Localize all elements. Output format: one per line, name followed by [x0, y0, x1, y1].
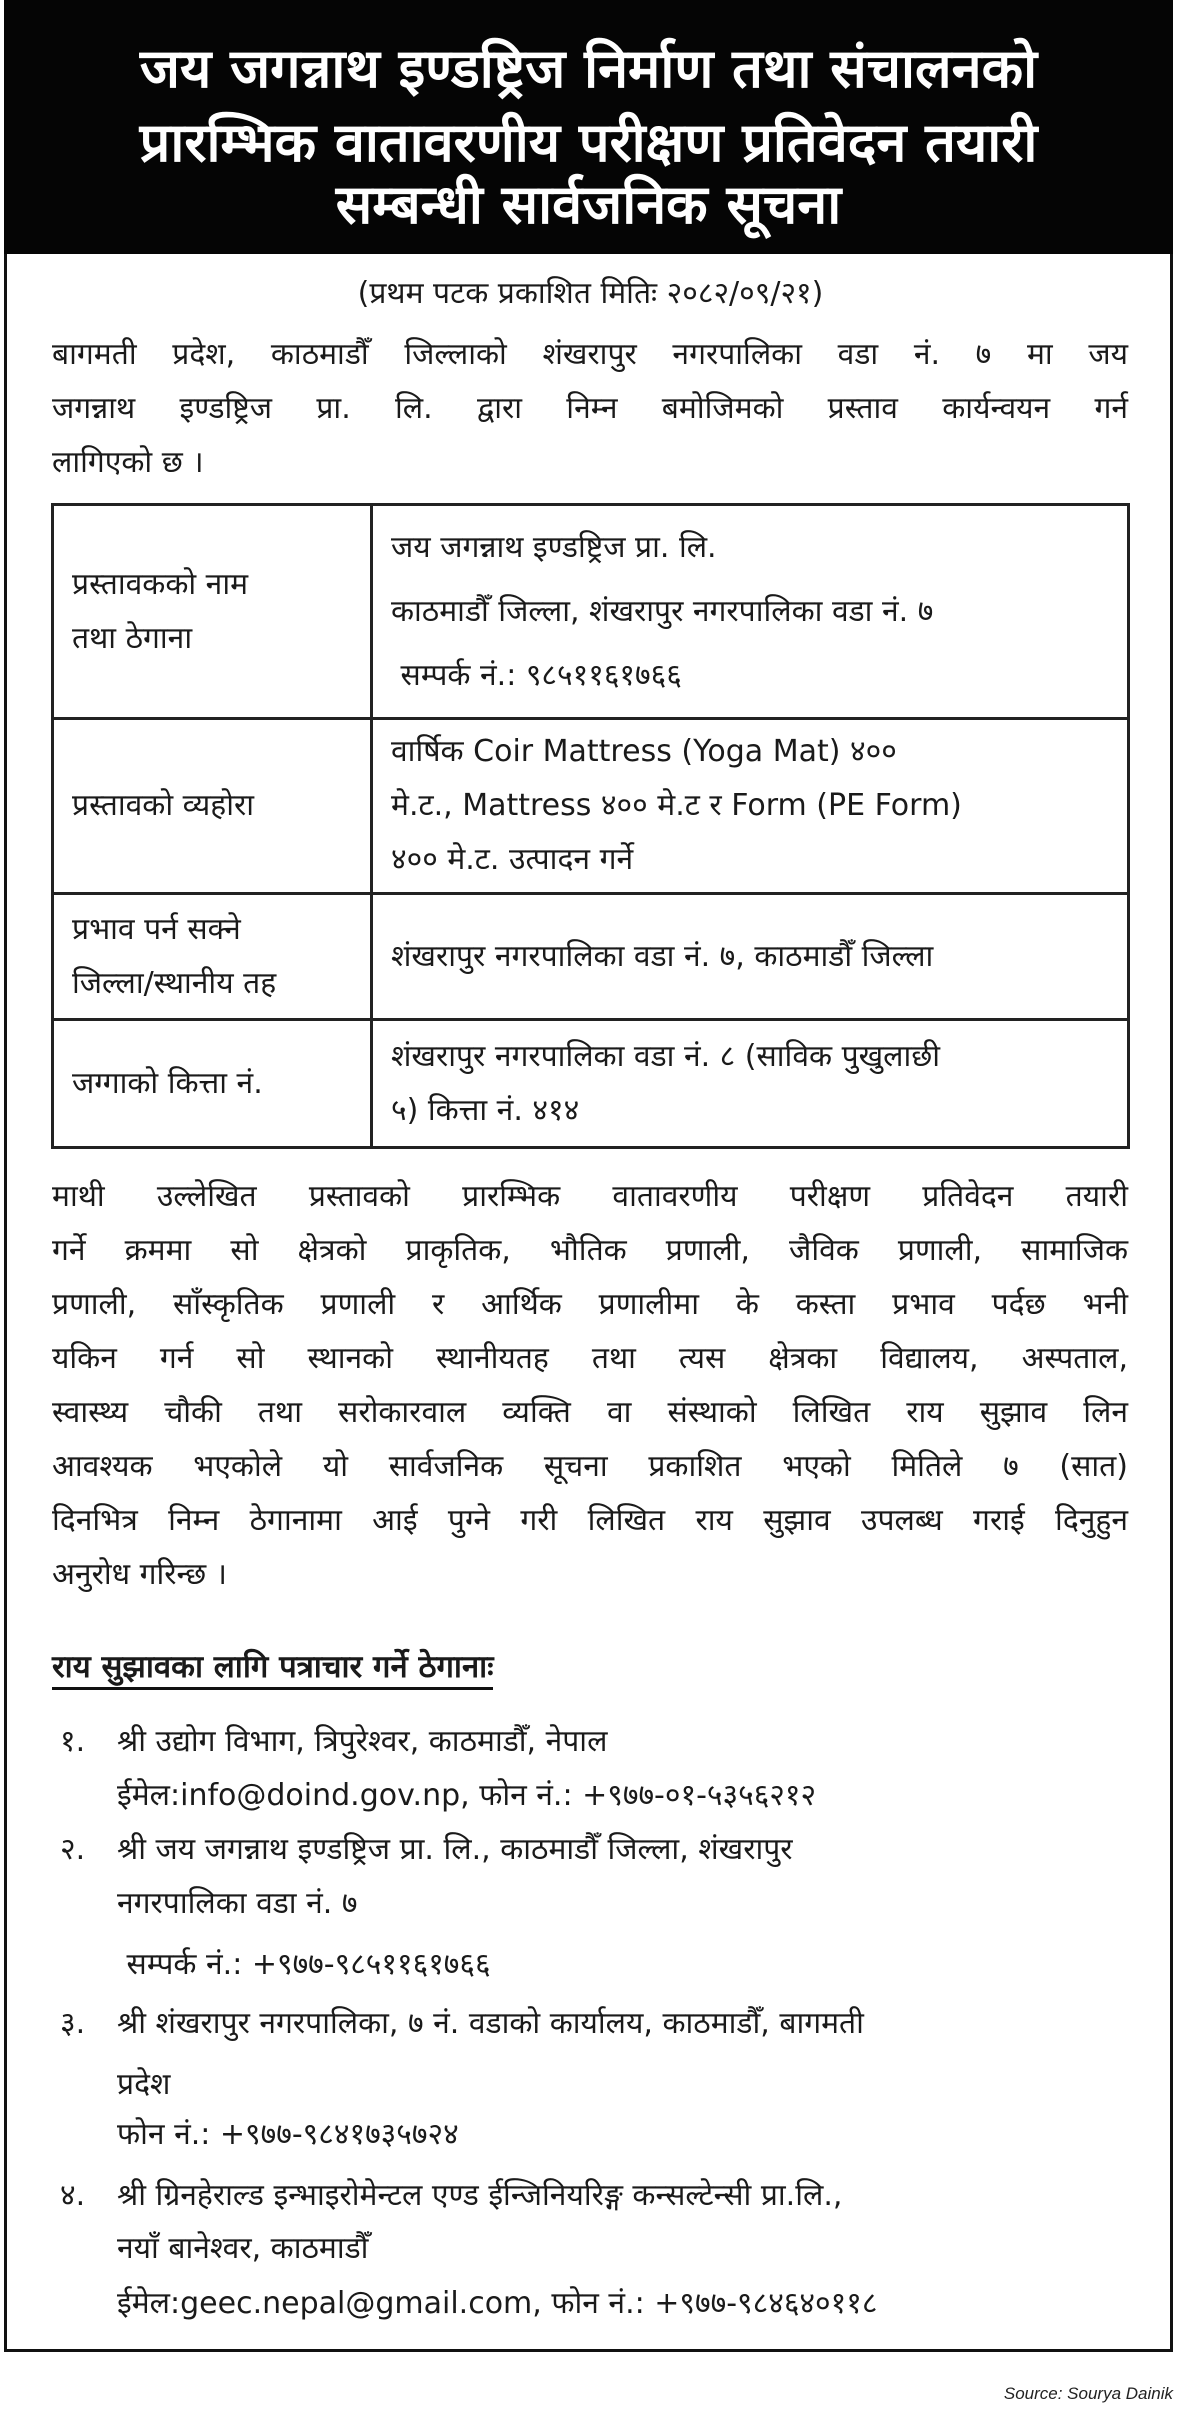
- row-value: [372, 1020, 1129, 1148]
- row-value: [372, 505, 1129, 719]
- value-line: जय जगन्नाथ इण्डष्ट्रिज प्रा. लि.: [391, 529, 717, 565]
- body-line: दिनभित्र निम्न ठेगानामा आई पुग्ने गरी लिखित राय सुझाव उपलब्ध गराई दिनुहुन: [52, 1503, 1128, 1538]
- label-line: जिल्ला/स्थानीय तह: [72, 965, 277, 1001]
- contact-line: फोन नं.: +९७७-९८४१७३५७२४: [117, 2117, 459, 2152]
- contact-line: नयाँ बानेश्वर, काठमाडौँ: [117, 2231, 369, 2266]
- label-line: प्रस्तावको व्यहोरा: [72, 788, 255, 823]
- row-label: [53, 894, 372, 1020]
- contact-number: १.: [60, 1724, 86, 1759]
- contact-line: श्री शंखरापुर नगरपालिका, ७ नं. वडाको कार्यालय, काठमाडौँ, बागमती: [117, 2006, 864, 2041]
- row-label: [53, 719, 372, 894]
- label-line: प्रभाव पर्न सक्ने: [72, 911, 241, 947]
- body-line: स्वास्थ्य चौकी तथा सरोकारवाल व्यक्ति वा संस्थाको लिखित राय सुझाव लिन: [52, 1395, 1128, 1430]
- intro-line: बागमती प्रदेश, काठमाडौँ जिल्लाको शंखरापुर नगरपालिका वडा नं. ७ मा जय: [52, 337, 1128, 372]
- source-credit: Source: Sourya Dainik: [1003, 2384, 1173, 2403]
- row-value: [372, 894, 1129, 1020]
- row-value: [372, 719, 1129, 894]
- label-line: जग्गाको कित्ता नं.: [72, 1065, 263, 1101]
- intro-line: लागिएको छ ।: [52, 445, 204, 480]
- value-line: शंखरापुर नगरपालिका वडा नं. ७, काठमाडौँ जिल्ला: [391, 938, 934, 974]
- title-line: जय जगन्नाथ इण्डष्ट्रिज निर्माण तथा संचालनको: [139, 37, 1038, 100]
- title-line: प्रारम्भिक वातावरणीय परीक्षण प्रतिवेदन तयारी: [139, 111, 1038, 174]
- contact-line: श्री जय जगन्नाथ इण्डष्ट्रिज प्रा. लि., काठमाडौँ जिल्ला, शंखरापुर: [117, 1832, 793, 1867]
- body-line: अनुरोध गरिन्छ ।: [52, 1557, 228, 1592]
- table-row: [53, 719, 1129, 894]
- notice-header: [4, 0, 1173, 254]
- contact-line: श्री उद्योग विभाग, त्रिपुरेश्वर, काठमाडौँ, नेपाल: [117, 1724, 608, 1759]
- intro-line: जगन्नाथ इण्डष्ट्रिज प्रा. लि. द्वारा निम्न बमोजिमको प्रस्ताव कार्यन्वयन गर्न: [52, 391, 1128, 426]
- contacts-heading: राय सुझावका लागि पत्राचार गर्ने ठेगानाः: [52, 1647, 493, 1690]
- label-line: तथा ठेगाना: [72, 620, 193, 656]
- body-line: यकिन गर्न सो स्थानको स्थानीयतह तथा त्यस क्षेत्रका विद्यालय, अस्पताल,: [52, 1341, 1128, 1376]
- value-line: शंखरापुर नगरपालिका वडा नं. ८ (साविक पुखुलाछी: [391, 1038, 941, 1074]
- contact-number: ३.: [60, 2006, 86, 2041]
- contact-line: ईमेल:info@doind.gov.np, फोन नं.: +९७७-०१-५३५६२१२: [117, 1778, 817, 1813]
- label-line: प्रस्तावकको नाम: [72, 566, 249, 602]
- table-row: [53, 505, 1129, 719]
- contact-line: नगरपालिका वडा नं. ७: [117, 1886, 358, 1921]
- body-line: प्रणाली, साँस्कृतिक प्रणाली र आर्थिक प्रणालीमा के कस्ता प्रभाव पर्दछ भनी: [52, 1287, 1128, 1322]
- value-line: वार्षिक Coir Mattress (Yoga Mat) ४००: [391, 734, 897, 769]
- publication-date: (प्रथम पटक प्रकाशित मितिः २०८२/०९/२१): [357, 276, 824, 311]
- row-label: [53, 1020, 372, 1148]
- row-label: [53, 505, 372, 719]
- contact-number: ४.: [60, 2178, 86, 2213]
- contact-number: २.: [60, 1832, 86, 1867]
- body-line: गर्ने क्रममा सो क्षेत्रको प्राकृतिक, भौतिक प्रणाली, जैविक प्रणाली, सामाजिक: [52, 1233, 1128, 1268]
- value-line: सम्पर्क नं.: ९८५११६१७६६: [391, 657, 682, 693]
- contact-line: सम्पर्क नं.: +९७७-९८५११६१७६६: [117, 1947, 491, 1982]
- proposal-table: [51, 503, 1130, 1149]
- body-line: माथी उल्लेखित प्रस्तावको प्रारम्भिक वातावरणीय परीक्षण प्रतिवेदन तयारी: [52, 1179, 1128, 1214]
- contact-line: प्रदेश: [117, 2067, 171, 2102]
- table-row: [53, 1020, 1129, 1148]
- table-row: [53, 894, 1129, 1020]
- value-line: मे.ट., Mattress ४०० मे.ट र Form (PE Form): [391, 788, 962, 823]
- value-line: काठमाडौँ जिल्ला, शंखरापुर नगरपालिका वडा नं. ७: [391, 593, 934, 629]
- title-line: सम्बन्धी सार्वजनिक सूचना: [335, 173, 842, 236]
- value-line: ५) कित्ता नं. ४१४: [391, 1092, 580, 1128]
- contact-line: श्री ग्रिनहेराल्ड इन्भाइरोमेन्टल एण्ड ईन्जिनियरिङ्ग कन्सल्टेन्सी प्रा.लि.,: [117, 2178, 843, 2213]
- contact-line: ईमेल:geec.nepal@gmail.com, फोन नं.: +९७७-९८४६४०११८: [117, 2286, 878, 2321]
- body-line: आवश्यक भएकोले यो सार्वजनिक सूचना प्रकाशित भएको मितिले ७ (सात): [52, 1449, 1128, 1484]
- value-line: ४०० मे.ट. उत्पादन गर्ने: [391, 842, 634, 877]
